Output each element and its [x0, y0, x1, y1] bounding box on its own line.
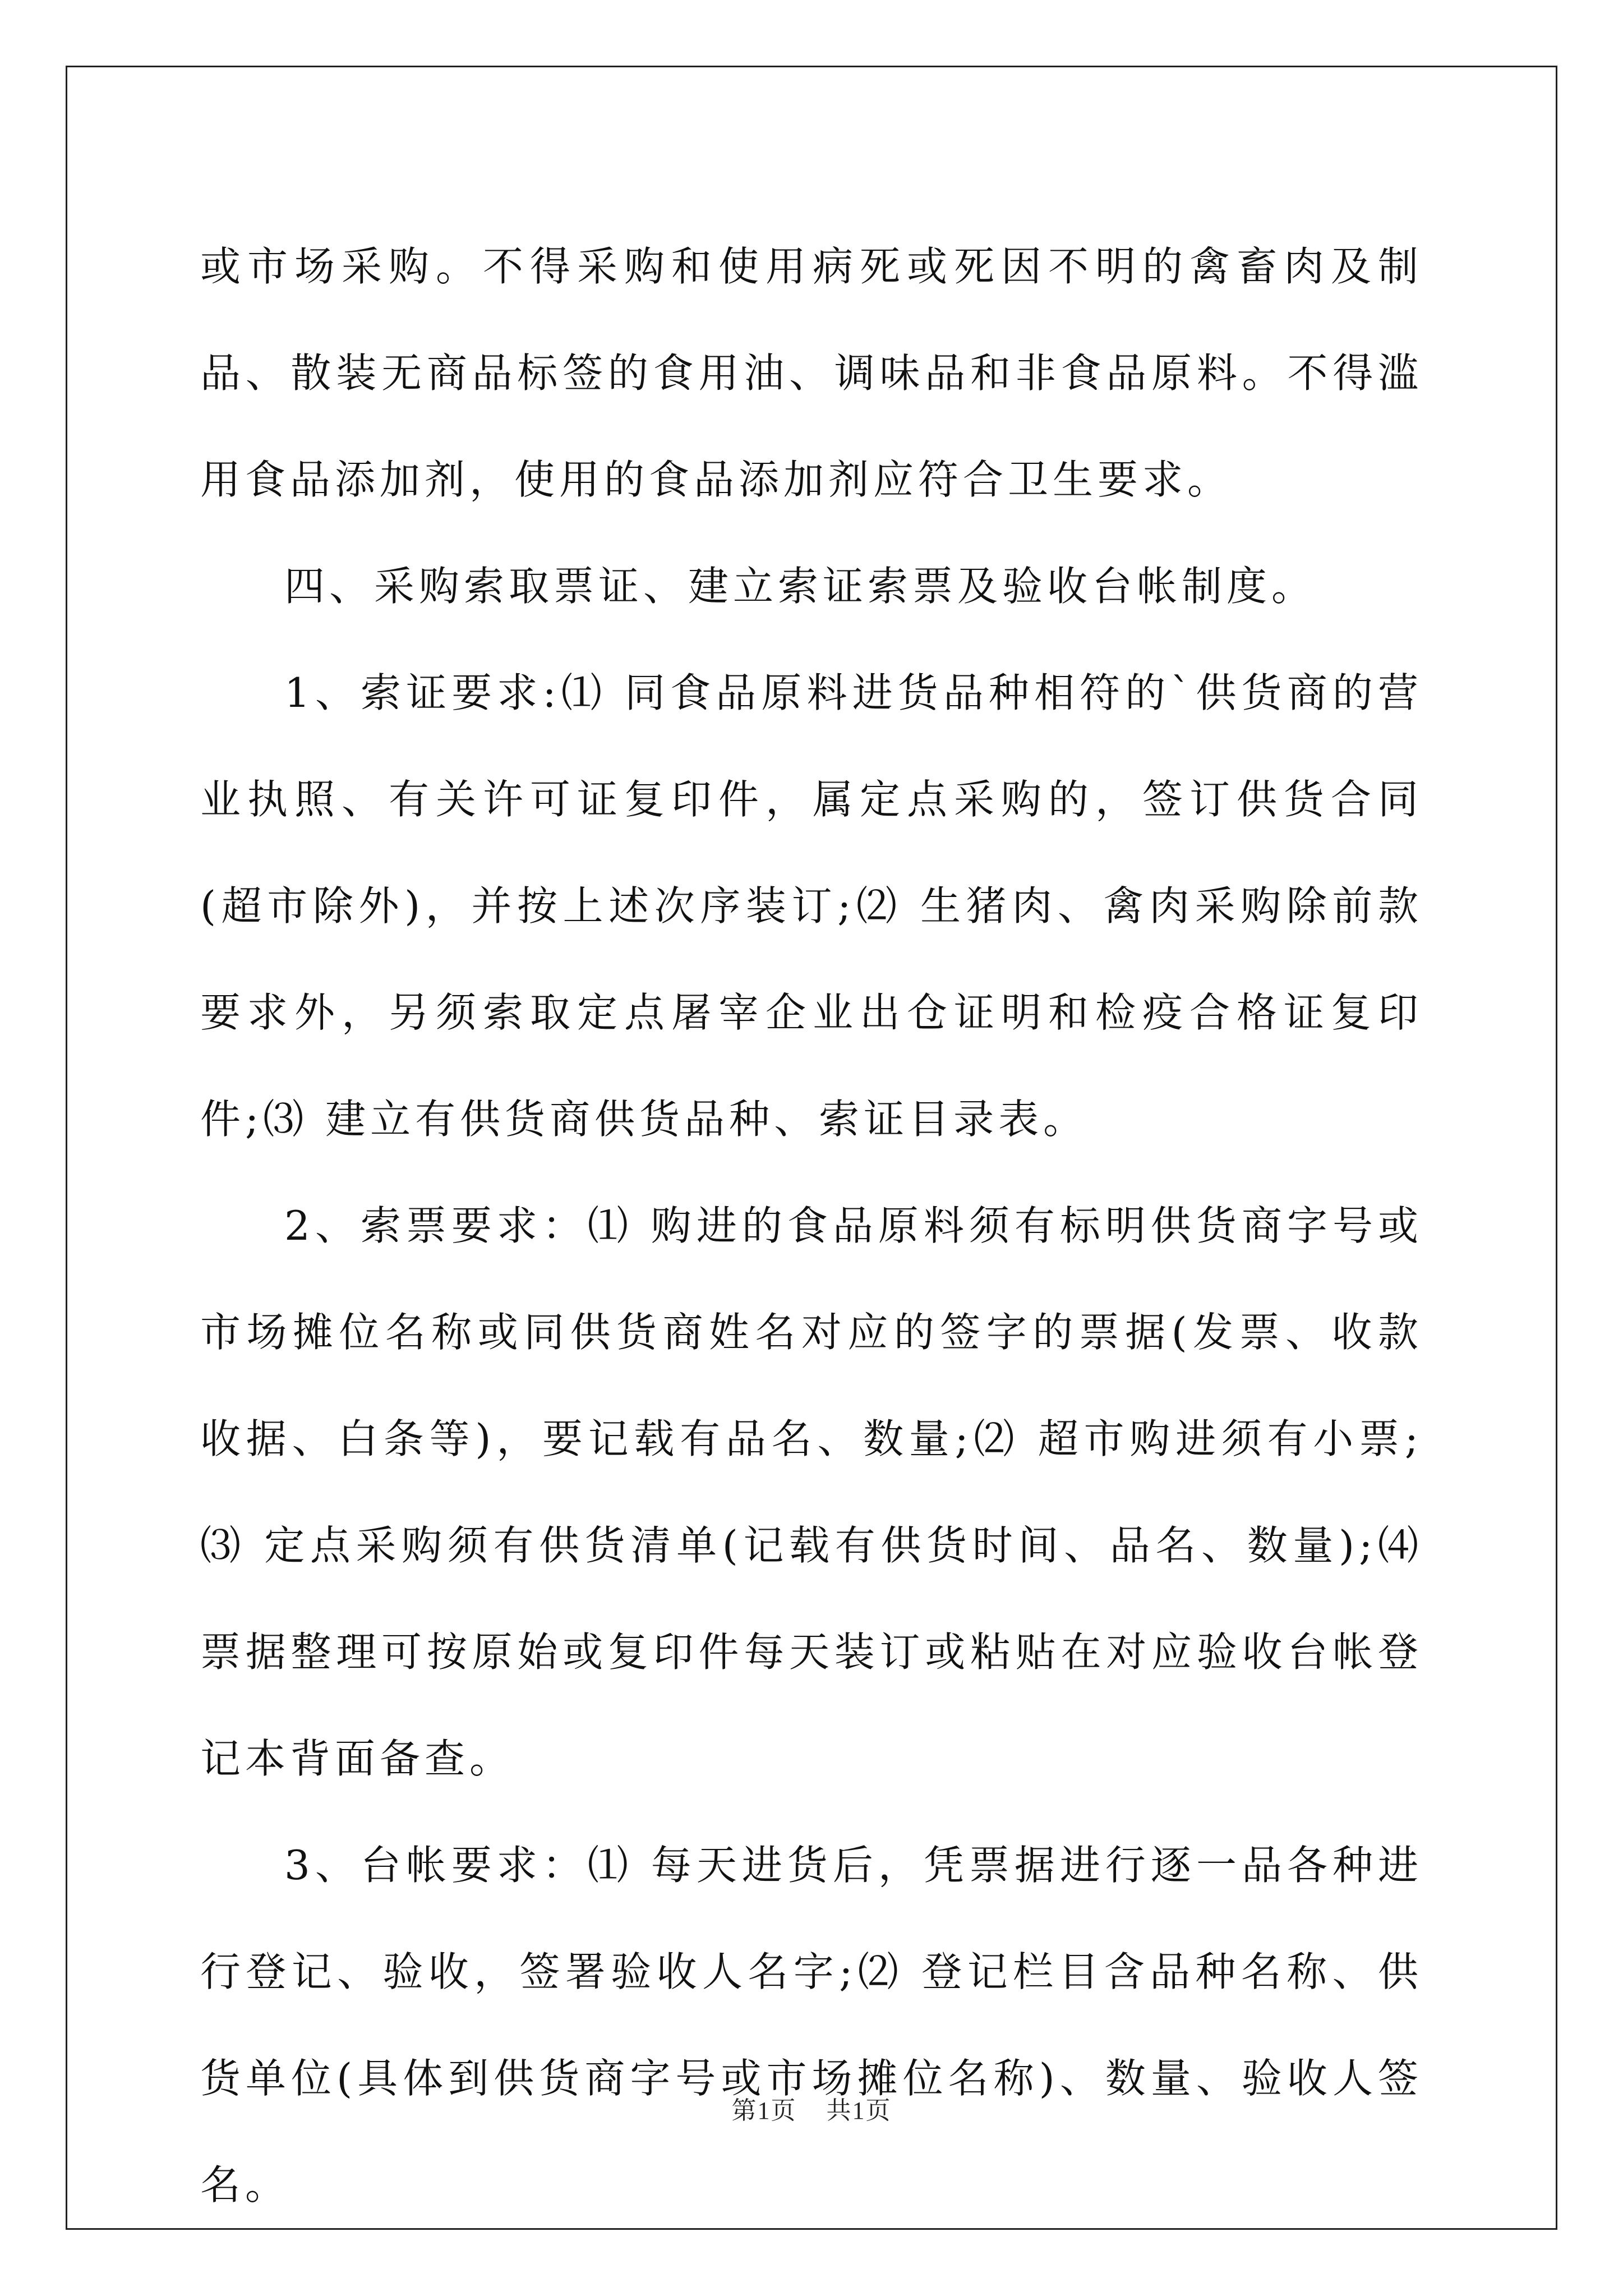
paragraph-4: 2、索票要求：⑴ 购进的食品原料须有标明供货商字号或市场摊位名称或同供货商姓名对应的签字的票据(发票、收款收据、白条等)，要记载有品名、数量;⑵ 超市购进须有小票;⑶ 定点采购须有供货清单(记载有供货时间、品名、数量);⑷ 票据整理可按原始或复印件每天装订或粘贴在对应验收台帐登记本背面备查。	[200, 1202, 1423, 1782]
page-footer	[0, 2090, 1623, 2126]
paragraph-1: 或市场采购。不得采购和使用病死或死因不明的禽畜肉及制品、散装无商品标签的食用油、调味品和非食品原料。不得滥用食品添加剂，使用的食品添加剂应符合卫生要求。	[200, 243, 1423, 503]
page-number-current: 第1页	[731, 2097, 797, 2124]
document-body	[200, 213, 1423, 2238]
paragraph-2: 四、采购索取票证、建立索证索票及验收台帐制度。	[284, 563, 1317, 610]
page-number-total: 共1页	[826, 2097, 892, 2124]
paragraph-3: 1、索证要求:⑴ 同食品原料进货品种相符的`供货商的营业执照、有关许可证复印件，属定点采购的，签订供货合同(超市除外)，并按上述次序装订;⑵ 生猪肉、禽肉采购除前款要求外，另须索取定点屠宰企业出仓证明和检疫合格证复印件;⑶ 建立有供货商供货品种、索证目录表。	[200, 669, 1423, 1143]
paragraph-5: 3、台帐要求：⑴ 每天进货后，凭票据进行逐一品各种进行登记、验收，签署验收人名字;⑵ 登记栏目含品种名称、供货单位(具体到供货商字号或市场摊位名称)、数量、验收人签名。	[200, 1842, 1423, 2208]
